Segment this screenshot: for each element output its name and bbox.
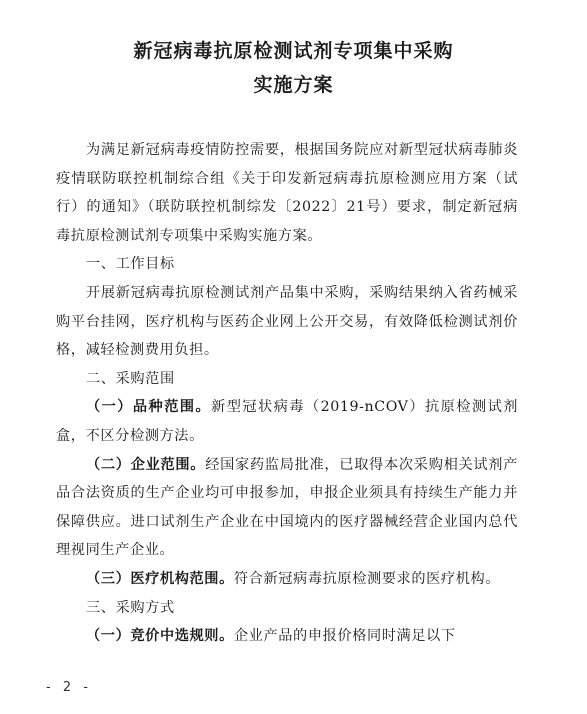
section-heading-scope: 二、采购范围: [86, 370, 175, 387]
scope-item-medical-institution-text: 符合新冠病毒抗原检测要求的医疗机构。: [233, 570, 501, 587]
scope-item-variety: [56, 393, 518, 450]
scope-item-variety-text: 新型冠状病毒（2019-nCOV）抗原检测试剂盒，不区分检测方法。: [56, 399, 518, 444]
scope-item-enterprise: [56, 451, 518, 565]
section-heading-work-goal: 一、工作目标: [86, 256, 175, 273]
document-title-line-2: 实施方案: [253, 74, 334, 96]
scope-item-enterprise-text: 经国家药监局批准，已取得本次采购相关试剂产品合法资质的生产企业均可申报参加，申报企业须具有持续生产能力并保障供应。进口试剂生产企业在中国境内的医疗器械经营企业国内总代理视同生产企业。: [56, 456, 518, 559]
intro-paragraph: 为满足新冠病毒疫情防控需要，根据国务院应对新型冠状病毒肺炎疫情联防联控机制综合组《关于印发新冠病毒抗原检测应用方案（试行）的通知》（联防联控机制综发〔2022〕21号）要求，制定新冠病毒抗原检测试剂专项集中采购实施方案。: [56, 142, 518, 244]
scope-item-medical-institution-label: （三）医疗机构范围。: [86, 570, 234, 587]
method-item-bidding-rule-text: 企业产品的申报价格同时满足以下: [233, 628, 456, 645]
method-item-bidding-rule: [56, 622, 518, 651]
page-number: - 2 -: [46, 680, 92, 695]
method-item-bidding-rule-label: （一）竞价中选规则。: [86, 628, 234, 645]
work-goal-paragraph: 开展新冠病毒抗原检测试剂产品集中采购，采购结果纳入省药械采购平台挂网，医疗机构与医药企业网上公开交易，有效降低检测试剂价格，减轻检测费用负担。: [56, 284, 518, 359]
scope-item-variety-label: （一）品种范围。: [86, 399, 212, 416]
document-body: [56, 136, 518, 651]
section-heading-method: 三、采购方式: [86, 599, 175, 616]
scope-item-enterprise-label: （二）企业范围。: [86, 456, 206, 473]
document-title-line-1: 新冠病毒抗原检测试剂专项集中采购: [133, 40, 454, 62]
scope-item-medical-institution: [56, 565, 518, 594]
